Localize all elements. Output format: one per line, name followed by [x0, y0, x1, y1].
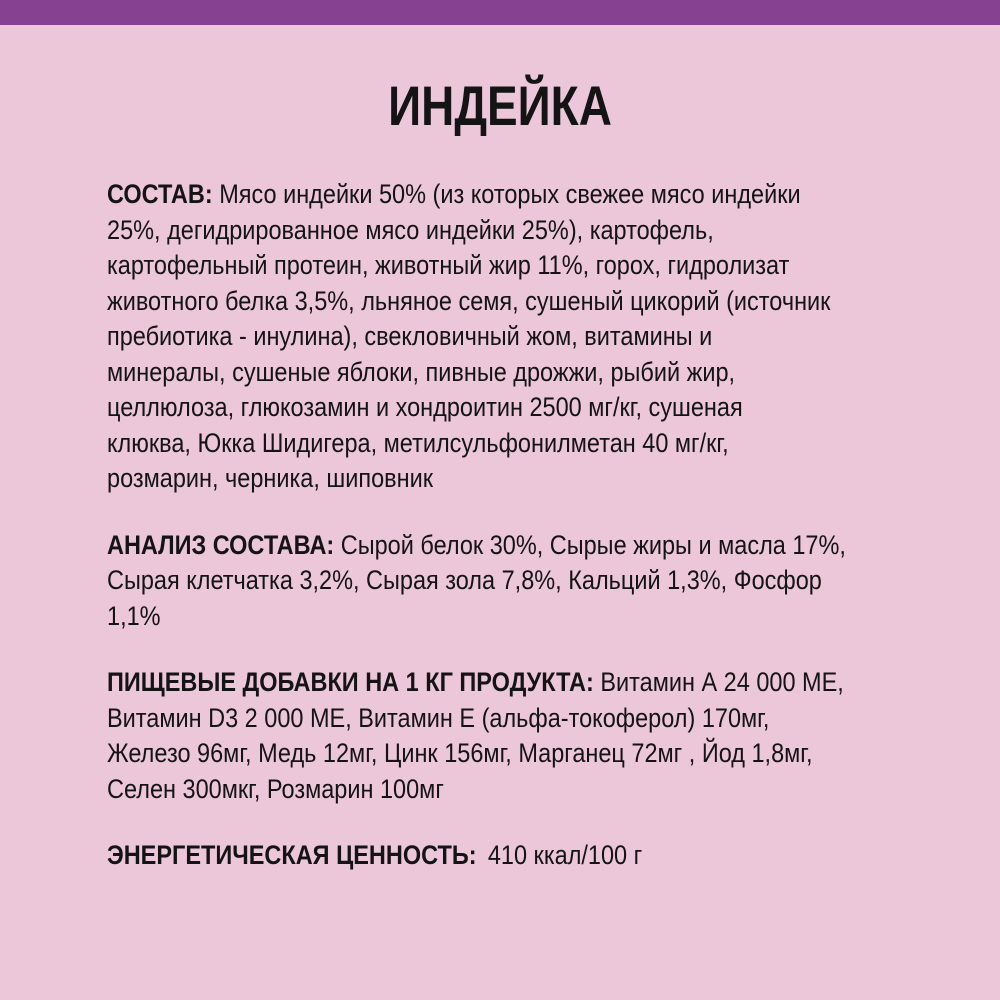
- energy-section: [107, 838, 980, 874]
- additives-label: ПИЩЕВЫЕ ДОБАВКИ НА 1 КГ ПРОДУКТА:: [107, 667, 594, 697]
- line-text: Сырой белок 30%, Сырые жиры и масла 17%,: [340, 529, 846, 560]
- text-line: 25%, дегидрированное мясо индейки 25%), картофель,: [107, 214, 714, 245]
- energy-label: ЭНЕРГЕТИЧЕСКАЯ ЦЕННОСТЬ:: [107, 840, 477, 870]
- text-line: 1,1%: [107, 600, 161, 631]
- analysis-label: АНАЛИЗ СОСТАВА:: [107, 529, 335, 560]
- composition-section: [107, 177, 980, 497]
- text-line: минералы, сушеные яблоки, пивные дрожжи, рыбий жир,: [107, 356, 736, 387]
- text-line: картофельный протеин, животный жир 11%, горох, гидролизат: [107, 250, 790, 280]
- text-line: Железо 96мг, Медь 12мг, Цинк 156мг, Марганец 72мг , Йод 1,8мг,: [107, 738, 813, 768]
- composition-label: СОСТАВ:: [107, 179, 213, 209]
- text-line: Селен 300мкг, Розмарин 100мг: [107, 773, 444, 804]
- text-line: пребиотика - инулина), свекловичный жом, витамины и: [107, 321, 713, 351]
- label-content: [0, 177, 1000, 874]
- text-line: [107, 177, 867, 213]
- text-line: Витамин D3 2 000 МЕ, Витамин Е (альфа-токоферол) 170мг,: [107, 702, 770, 733]
- text-line: животного белка 3,5%, льняное семя, сушеный цикорий (источник: [107, 285, 831, 316]
- page-title: ИНДЕЙКА: [388, 74, 612, 137]
- line-text: Витамин А 24 000 МЕ,: [600, 667, 844, 697]
- text-line: розмарин, черника, шиповник: [107, 463, 434, 493]
- line-text: Мясо индейки 50% (из которых свежее мясо индейки: [219, 179, 801, 209]
- header-bar: [0, 0, 1000, 25]
- text-line: [107, 528, 867, 564]
- analysis-section: [107, 528, 980, 635]
- energy-value: 410 ккал/100 г: [487, 840, 643, 870]
- text-line: целлюлоза, глюкозамин и хондроитин 2500 мг/кг, сушеная: [107, 392, 743, 422]
- additives-section: [107, 665, 980, 807]
- text-line: [107, 838, 867, 874]
- text-line: Сырая клетчатка 3,2%, Сырая зола 7,8%, Кальций 1,3%, Фосфор: [107, 565, 822, 595]
- text-line: клюква, Юкка Шидигера, метилсульфонилметан 40 мг/кг,: [107, 427, 729, 458]
- text-line: [107, 665, 867, 701]
